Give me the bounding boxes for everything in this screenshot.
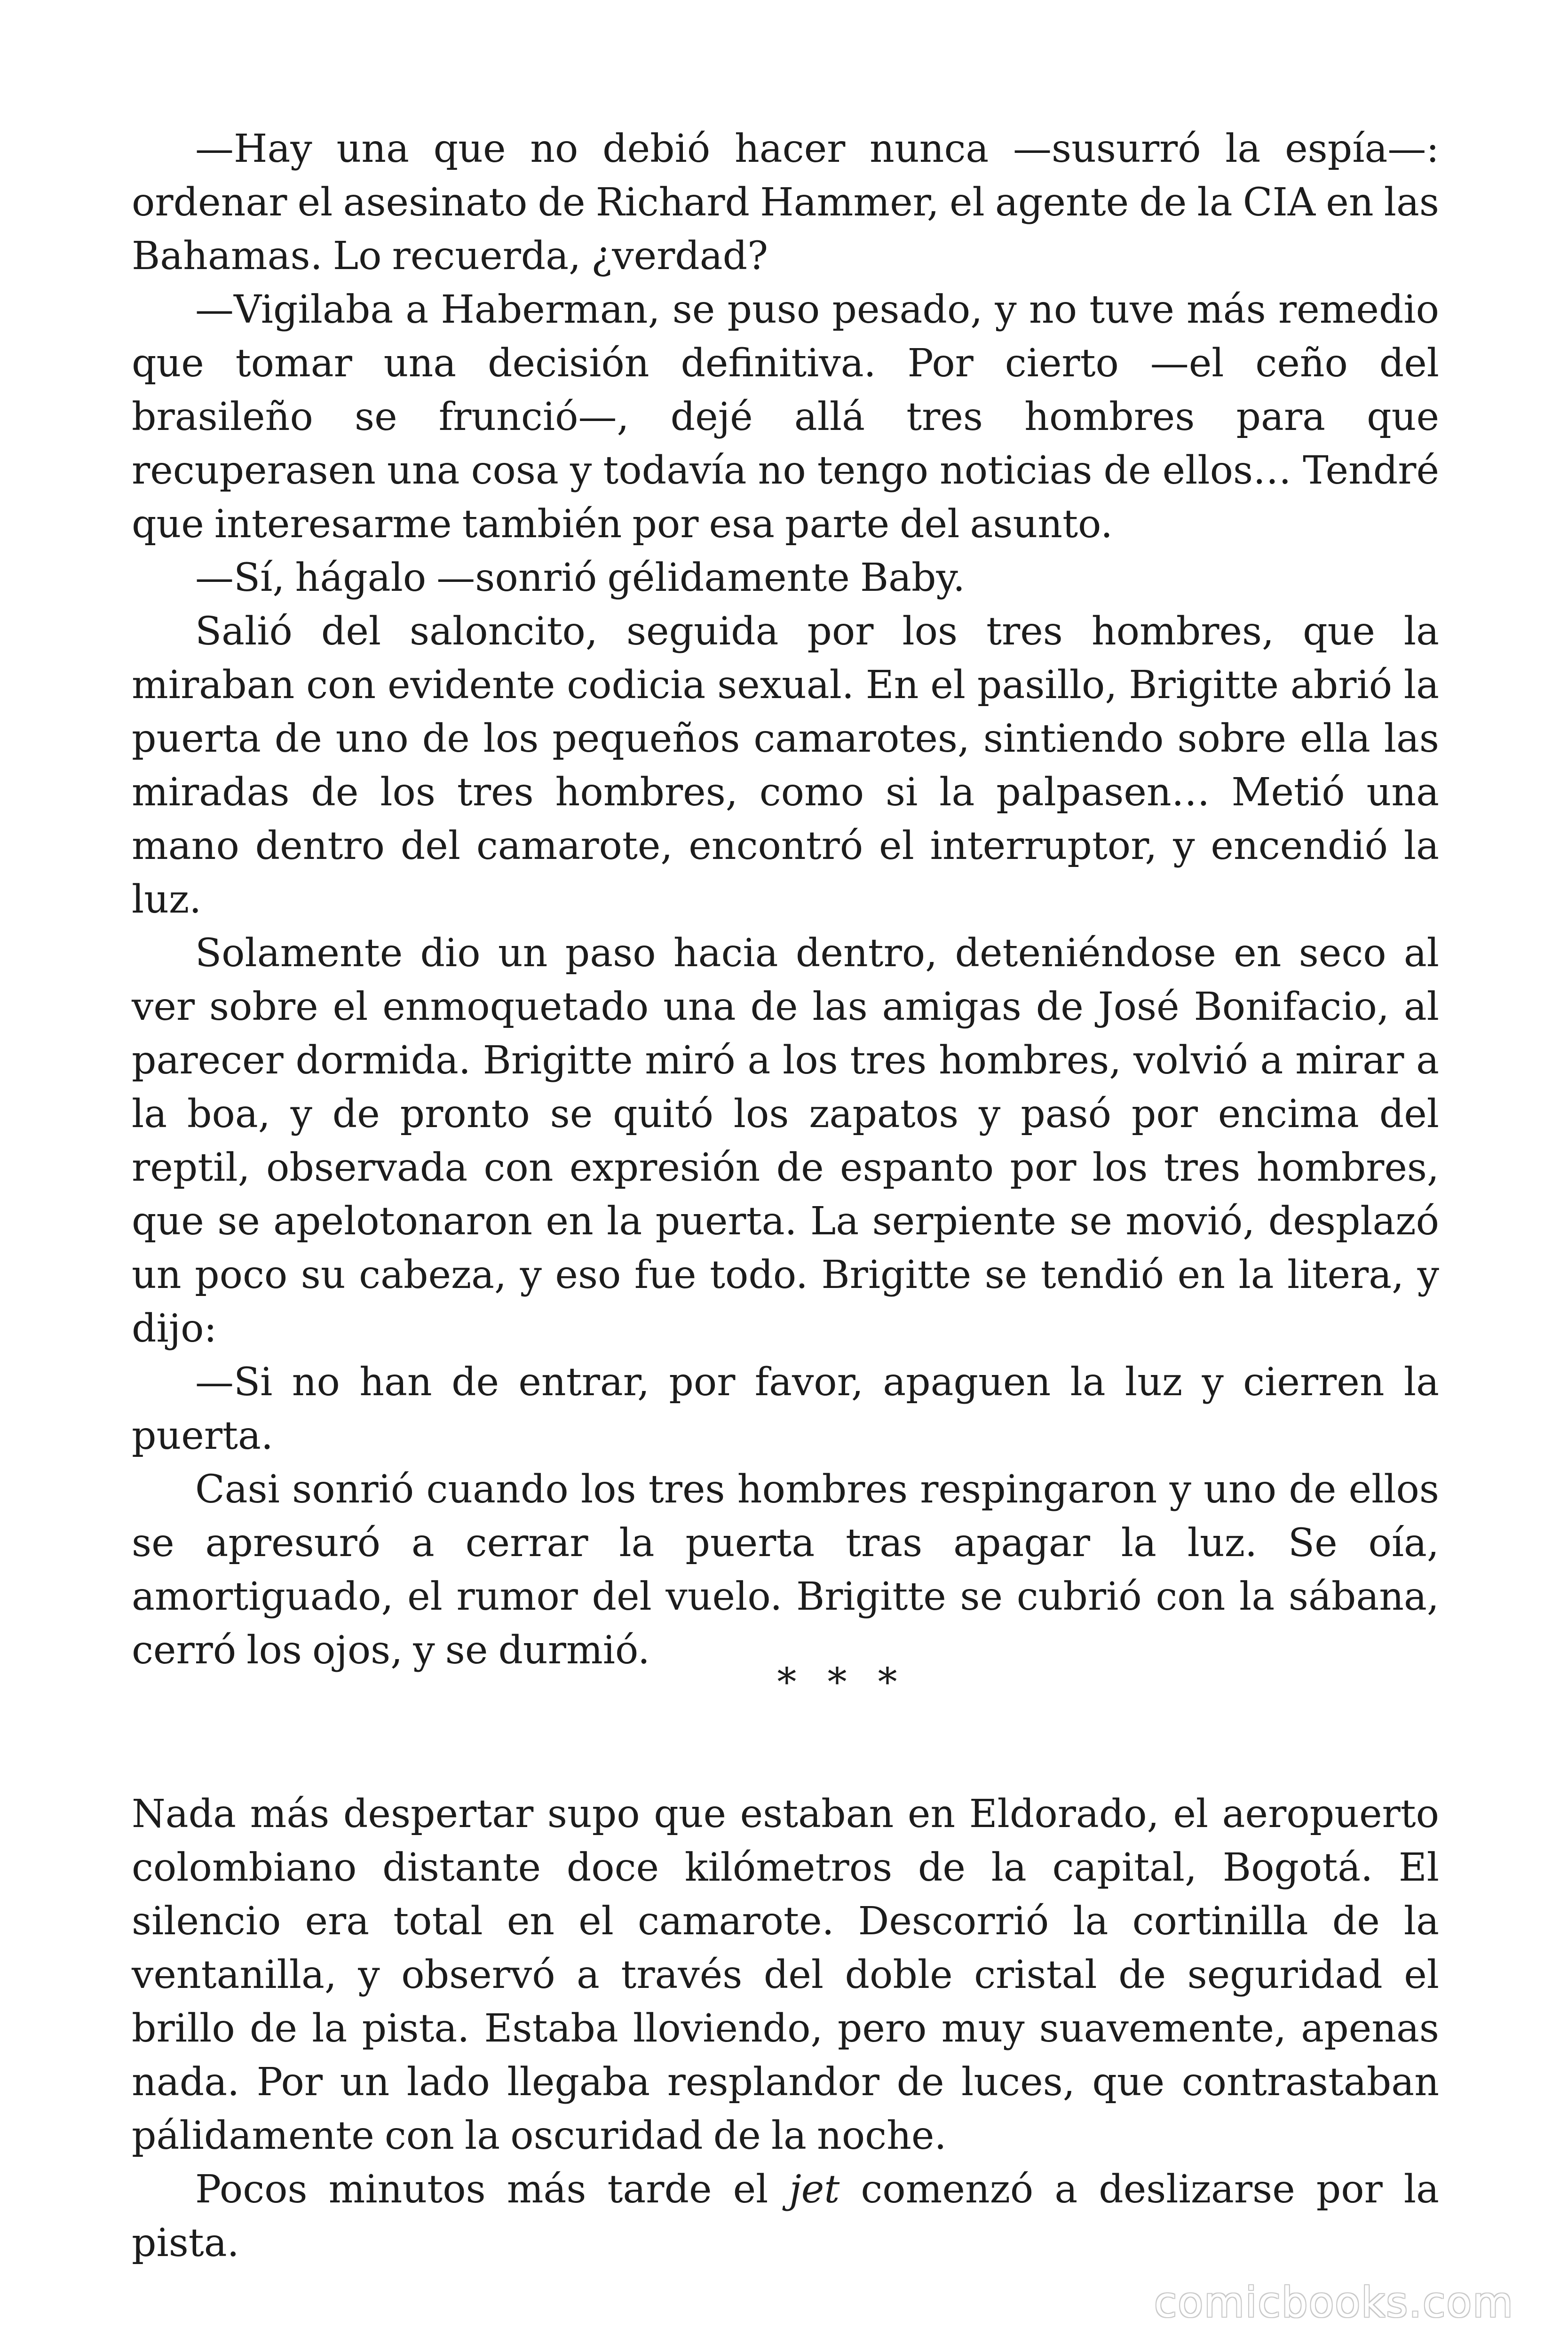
section-separator: * * * <box>777 1660 907 1705</box>
paragraph: —Si no han de entrar, por favor, apaguen la luz y cierren la puerta. <box>132 1360 1439 1458</box>
paragraph: Nada más despertar supo que estaban en Eldorado, el aeropuerto colombiano distante doce kilómetros de la capital, Bogotá. El silencio era total en el camarote. Descorrió la cortinilla de la ventanilla, y observó a través del doble cristal de seguridad el brillo de la pista. Estaba lloviendo, pero muy suavemente, apenas nada. Por un lado llegaba resplandor de luces, que contrastaban pálidamente con la oscuridad de la noche. <box>132 1792 1439 2158</box>
book-page <box>132 0 1439 2352</box>
paragraph <box>132 2163 1439 2270</box>
paragraph: Salió del saloncito, seguida por los tres hombres, que la miraban con evidente codicia sexual. En el pasillo, Brigitte abrió la puerta de uno de los pequeños camarotes, sintiendo sobre ella las miradas de los tres hombres, como si la palpasen… Metió una mano dentro del camarote, encontró el interruptor, y encendió la luz. <box>132 609 1439 922</box>
paragraph-text: Pocos minutos más tarde el <box>195 2167 790 2212</box>
paragraph: Solamente dio un paso hacia dentro, deteniéndose en seco al ver sobre el enmoquetado una de las amigas de José Bonifacio, al parecer dormida. Brigitte miró a los tres hombres, volvió a mirar a la boa, y de pronto se quitó los zapatos y pasó por encima del reptil, observada con expresión de espanto por los tres hombres, que se apelotonaron en la puerta. La serpiente se movió, desplazó un poco su cabeza, y eso fue todo. Brigitte se tendió en la litera, y dijo: <box>132 931 1439 1351</box>
watermark: comicbooks.com <box>1154 2278 1514 2327</box>
paragraph: Casi sonrió cuando los tres hombres respingaron y uno de ellos se apresuró a cerrar la puerta tras apagar la luz. Se oía, amortiguado, el rumor del vuelo. Brigitte se cubrió con la sábana, cerró los ojos, y se durmió. <box>132 1467 1439 1673</box>
paragraph: —Vigilaba a Haberman, se puso pesado, y no tuve más remedio que tomar una decisión definitiva. Por cierto —el ceño del brasileño se frunció—, dejé allá tres hombres para que recuperasen una cosa y todavía no tengo noticias de ellos… Tendré que interesarme también por esa parte del asunto. <box>132 287 1439 547</box>
paragraph-text: comenzó a deslizarse por la pista. <box>132 2167 1439 2265</box>
text-block-top <box>132 122 1439 1677</box>
paragraph: —Hay una que no debió hacer nunca —susurró la espía—: ordenar el asesinato de Richard Hammer, el agente de la CIA en las Bahamas. Lo recuerda, ¿verdad? <box>132 127 1439 278</box>
paragraph: —Sí, hágalo —sonrió gélidamente Baby. <box>195 556 966 600</box>
emphasis-text: jet <box>789 2167 840 2212</box>
text-block-bottom <box>132 1788 1439 2270</box>
